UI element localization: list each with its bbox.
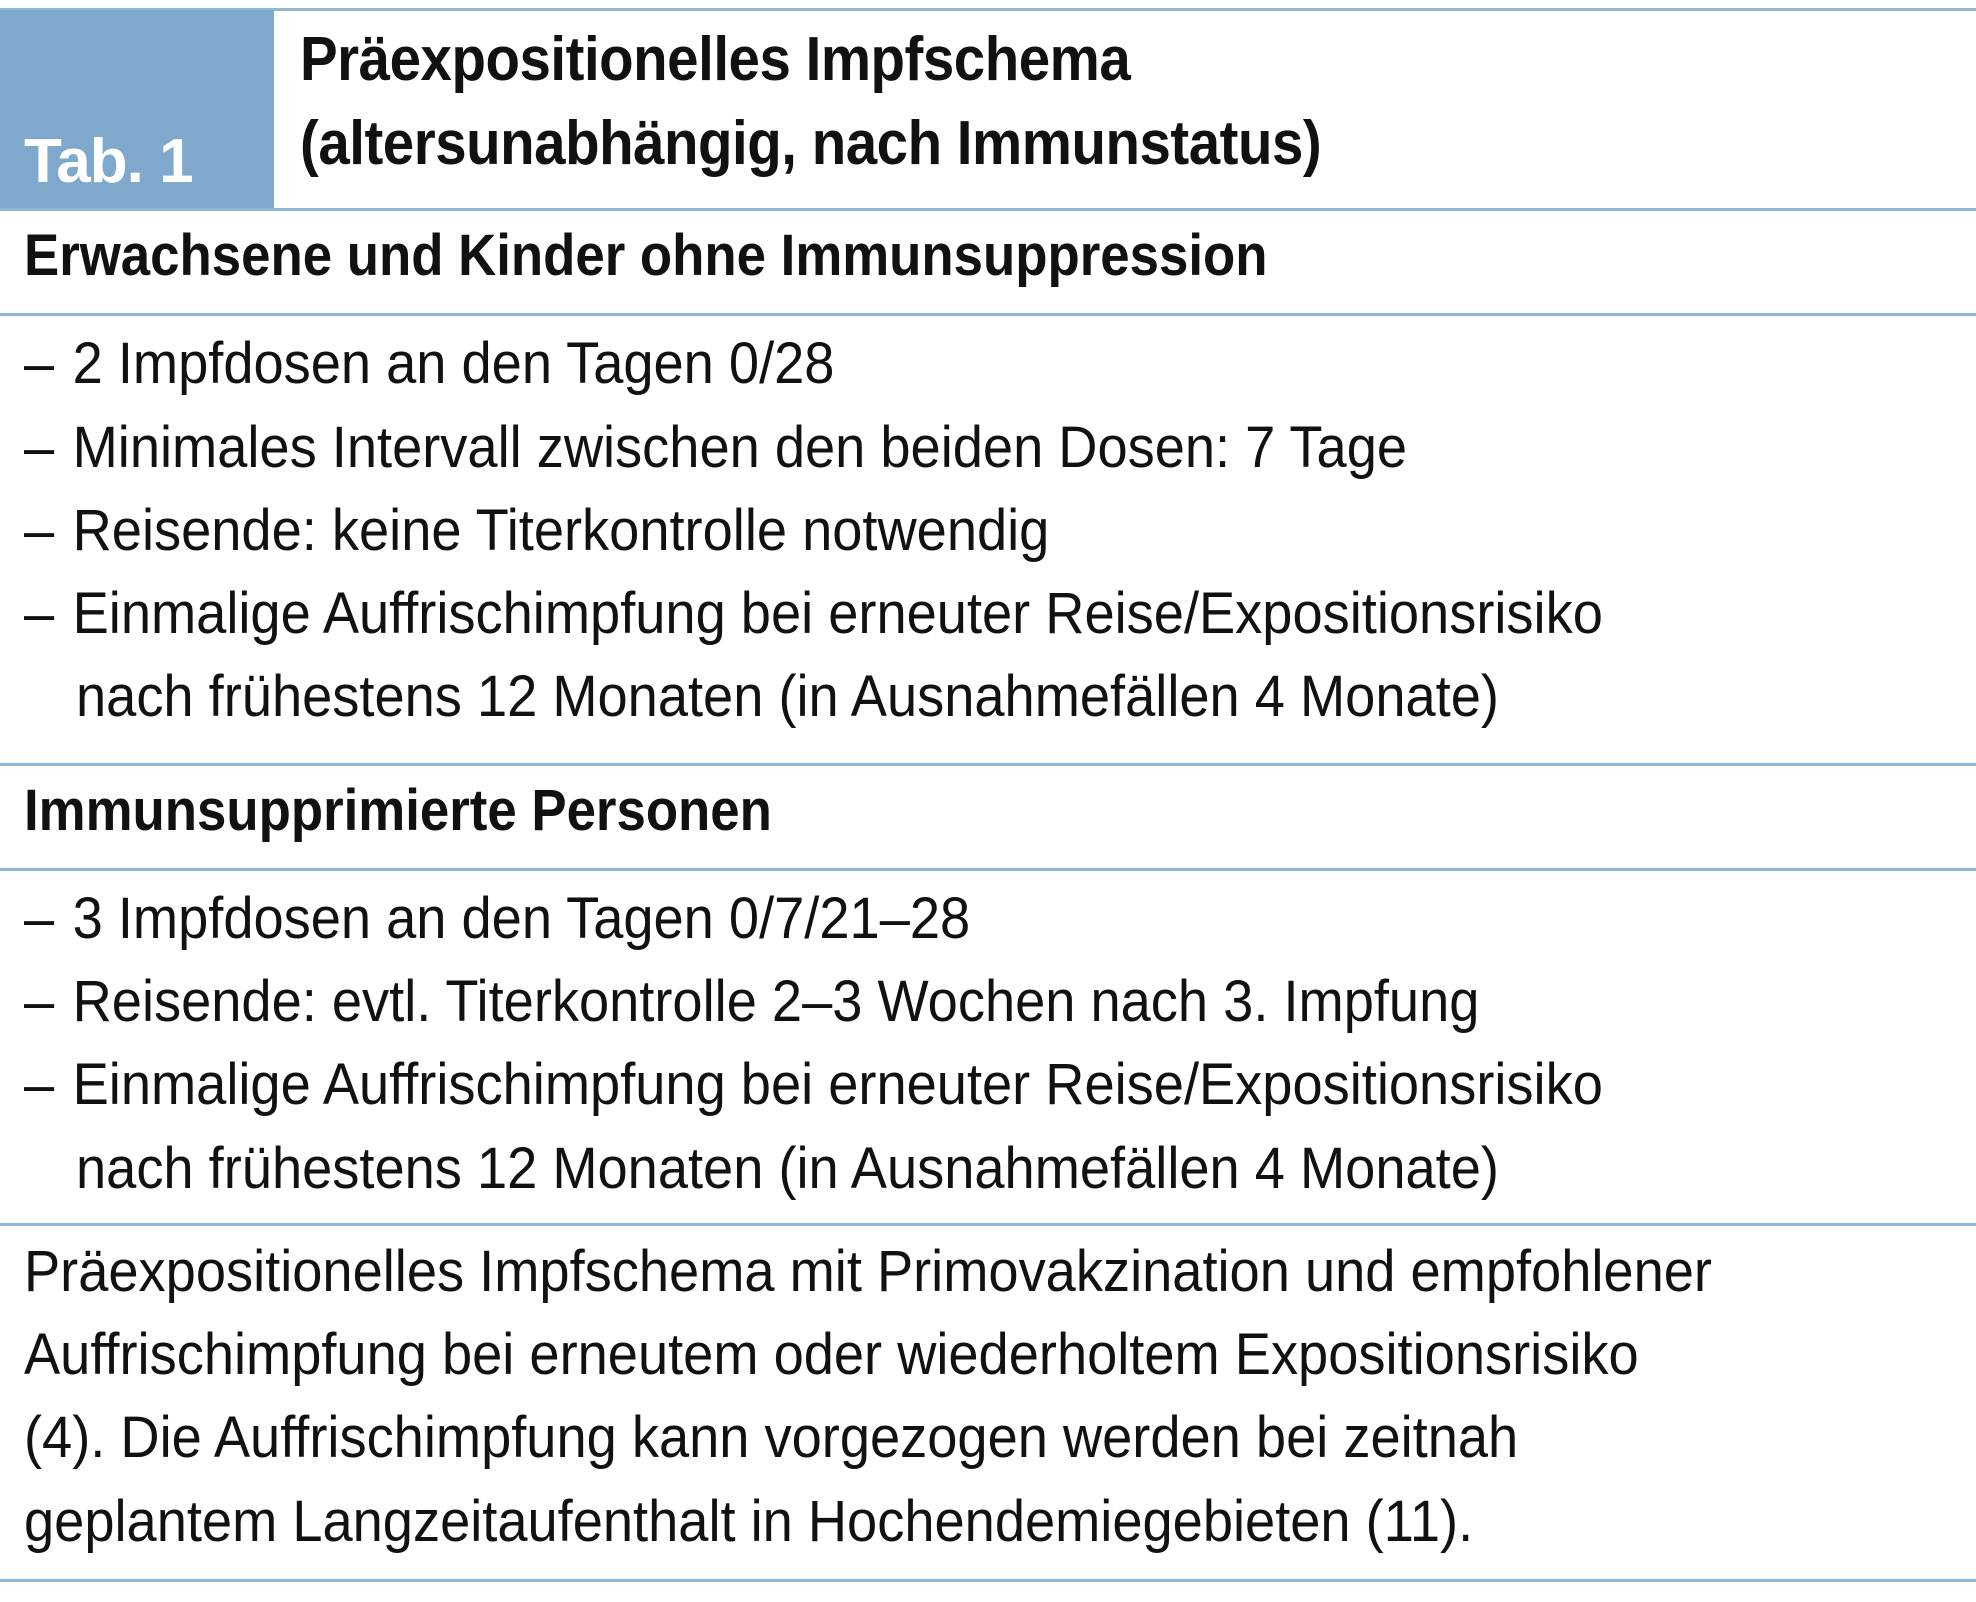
- footnote-line: geplantem Langzeitaufenthalt in Hochendemiegebieten (11).: [24, 1489, 1474, 1554]
- list-item-text: Minimales Intervall zwischen den beiden Dosen: 7 Tage: [72, 415, 1408, 480]
- bullet-dash: –: [24, 886, 55, 951]
- section-heading-immunosuppressed: Immunsupprimierte Personen: [24, 778, 772, 843]
- table-title-line-1: Präexpositionelles Impfschema: [300, 25, 1131, 94]
- header-rule: [0, 208, 1976, 211]
- bottom-rule: [0, 1579, 1976, 1582]
- section1-heading-rule: [0, 313, 1976, 316]
- list-item: [24, 414, 1407, 481]
- section-heading-no-immunosuppression: Erwachsene und Kinder ohne Immunsuppression: [24, 223, 1268, 288]
- section2-heading-rule: [0, 868, 1976, 871]
- bullet-dash: –: [24, 498, 55, 563]
- list-item: [24, 497, 1049, 564]
- list-item: [24, 1051, 1603, 1118]
- list-item-text: 2 Impfdosen an den Tagen 0/28: [72, 331, 835, 396]
- table-number-label: Tab. 1: [0, 10, 274, 208]
- list-item-text: Einmalige Auffrischimpfung bei erneuter Reise/Expositionsrisiko: [72, 581, 1603, 646]
- table-title-line-2: (altersunabhängig, nach Immunstatus): [300, 109, 1322, 178]
- list-item-text: 3 Impfdosen an den Tagen 0/7/21–28: [72, 886, 971, 951]
- section2-end-rule: [0, 1223, 1976, 1226]
- bullet-dash: –: [24, 969, 55, 1034]
- list-item-text: Einmalige Auffrischimpfung bei erneuter Reise/Expositionsrisiko: [72, 1052, 1603, 1117]
- list-item: [24, 885, 970, 952]
- footnote-line: Präexpositionelles Impfschema mit Primovakzination und empfohlener: [24, 1239, 1712, 1304]
- list-item: [24, 968, 1479, 1035]
- top-rule: [0, 8, 1976, 11]
- section1-end-rule: [0, 763, 1976, 766]
- list-item: [24, 580, 1603, 647]
- list-item-continuation: nach frühestens 12 Monaten (in Ausnahmefällen 4 Monate): [76, 1136, 1499, 1201]
- bullet-dash: –: [24, 1052, 55, 1117]
- bullet-dash: –: [24, 581, 55, 646]
- list-item-text: Reisende: evtl. Titerkontrolle 2–3 Wochen nach 3. Impfung: [72, 969, 1480, 1034]
- bullet-dash: –: [24, 415, 55, 480]
- list-item-continuation: nach frühestens 12 Monaten (in Ausnahmefällen 4 Monate): [76, 664, 1499, 729]
- list-item: [24, 330, 834, 397]
- footnote-line: (4). Die Auffrischimpfung kann vorgezogen werden bei zeitnah: [24, 1405, 1519, 1470]
- list-item-text: Reisende: keine Titerkontrolle notwendig: [72, 498, 1050, 563]
- bullet-dash: –: [24, 331, 55, 396]
- footnote-line: Auffrischimpfung bei erneutem oder wiederholtem Expositionsrisiko: [24, 1322, 1639, 1387]
